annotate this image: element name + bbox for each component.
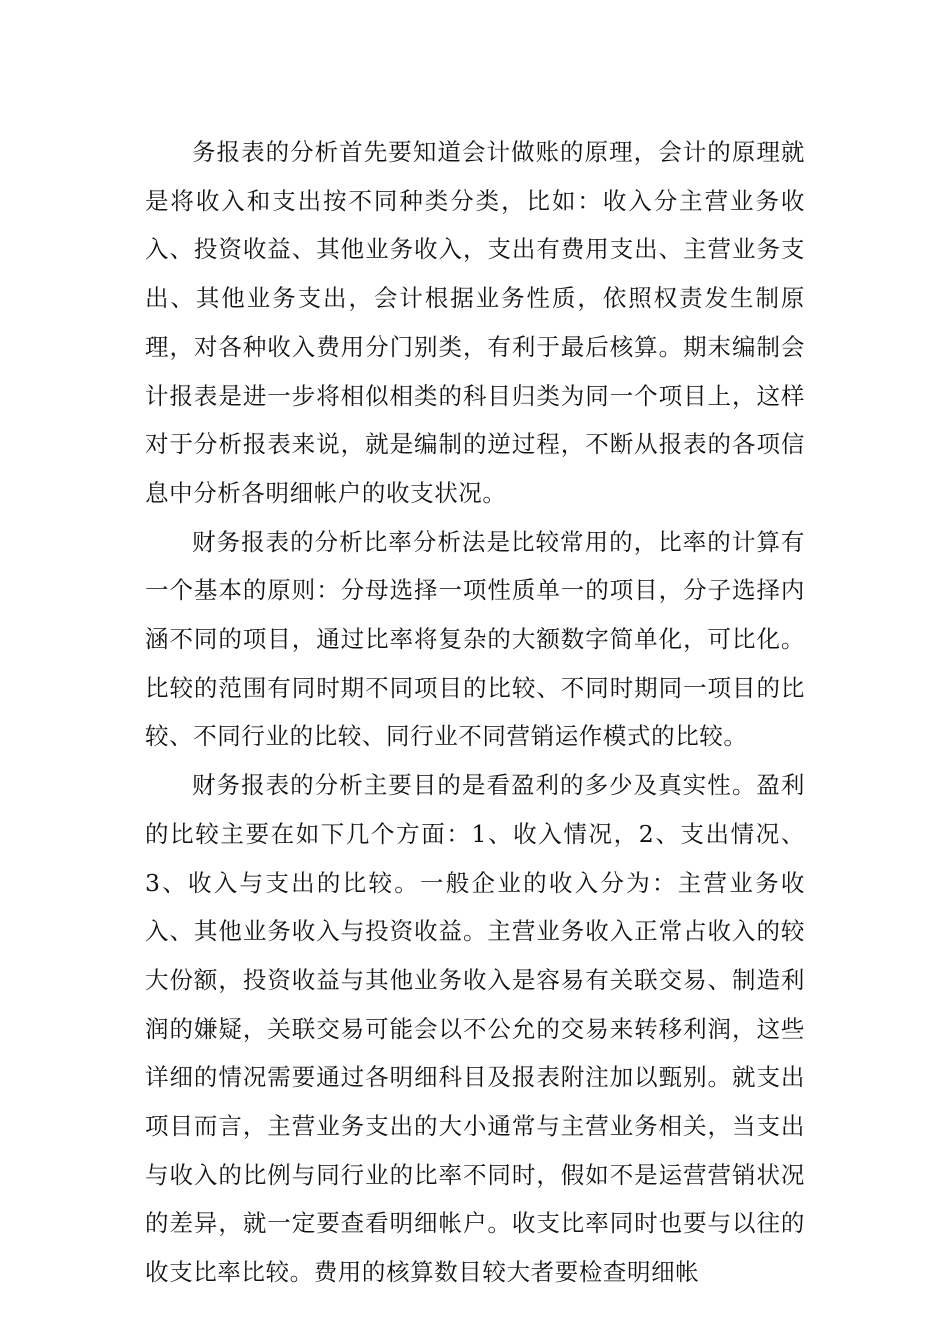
document-body [145, 128, 805, 1297]
paragraph-profit-analysis: 财务报表的分析主要目的是看盈利的多少及真实性。盈利的比较主要在如下几个方面：1、收入情况，2、支出情况、3、收入与支出的比较。一般企业的收入分为：主营业务收入、其他业务收入与投资收益。主营业务收入正常占收入的较大份额，投资收益与其他业务收入是容易有关联交易、制造利润的嫌疑，关联交易可能会以不公允的交易来转移利润，这些详细的情况需要通过各明细科目及报表附注加以甄别。就支出项目而言，主营业务支出的大小通常与主营业务相关，当支出与收入的比例与同行业的比率不同时，假如不是运营营销状况的差异，就一定要查看明细帐户。收支比率同时也要与以往的收支比率比较。费用的核算数目较大者要检查明细帐 [145, 771, 805, 1287]
paragraph-accounting-principle: 务报表的分析首先要知道会计做账的原理，会计的原理就是将收入和支出按不同种类分类，比如：收入分主营业务收入、投资收益、其他业务收入，支出有费用支出、主营业务支出、其他业务支出，会计根据业务性质，依照权责发生制原理，对各种收入费用分门别类，有利于最后核算。期末编制会计报表是进一步将相似相类的科目归类为同一个项目上，这样对于分析报表来说，就是编制的逆过程，不断从报表的各项信息中分析各明细帐户的收支状况。 [145, 138, 805, 507]
paragraph-ratio-analysis: 财务报表的分析比率分析法是比较常用的，比率的计算有一个基本的原则：分母选择一项性质单一的项目，分子选择内涵不同的项目，通过比率将复杂的大额数字简单化，可比化。比较的范围有同时期不同项目的比较、不同时期同一项目的比较、不同行业的比较、同行业不同营销运作模式的比较。 [145, 527, 805, 751]
